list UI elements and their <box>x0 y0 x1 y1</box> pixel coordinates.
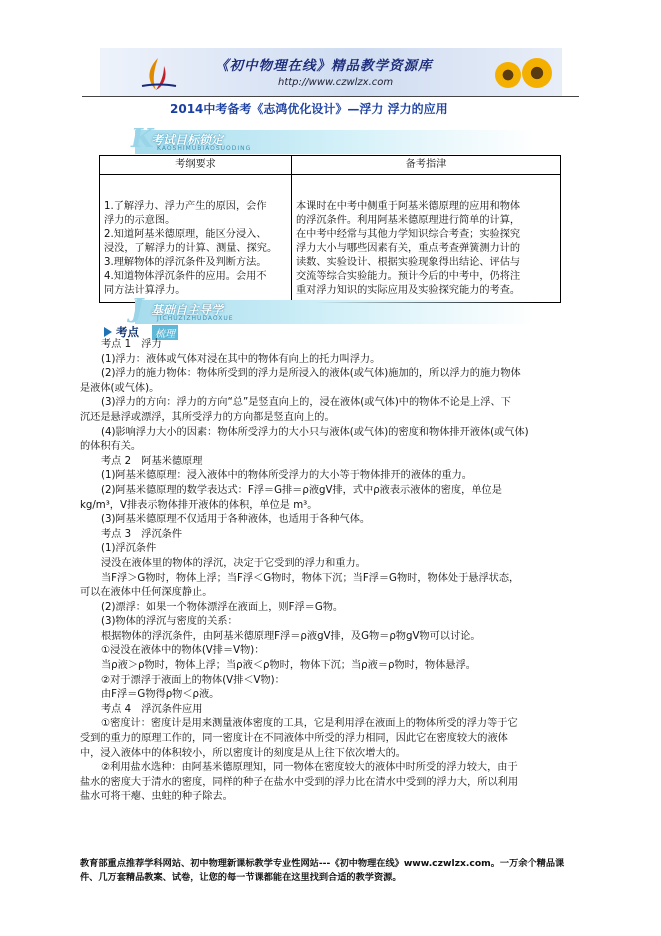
text-line: (3)阿基米德原理不仅适用于各种液体，也适用于各种气体。 <box>101 514 371 526</box>
text-line: (4)影响浮力大小的因素：物体所受浮力的大小只与液体(或气体)的密度和物体排开液体(或气体) <box>101 426 529 438</box>
text-line: 盐水可将干瘪、虫蛀的种子除去。 <box>80 791 233 803</box>
footer-line: 教育部重点推荐学科网站、初中物理新课标教学专业性网站---《初中物理在线》www.czwlzx.com。一万余个精品课 <box>80 858 565 869</box>
section-banner-basic-study <box>131 294 535 324</box>
text-line: (2)阿基米德原理的数学表达式：F浮＝G排＝ρ液gV排，式中ρ液表示液体的密度，单位是 <box>101 484 502 496</box>
text-line: ②对于漂浮于液面上的物体(V排＜V物)： <box>101 674 285 686</box>
kaodian-label: 考点 <box>116 325 139 339</box>
cell-line: 重对浮力知识的实际应用及实验探究能力的考查。 <box>296 285 521 296</box>
cell-line: 同方法计算浮力。 <box>104 285 186 296</box>
footer-line: 件、几万套精品教案、试卷，让您的每一节课都能在这里找到合适的教学资源。 <box>80 872 402 883</box>
text-line: ①浸没在液体中的物体(V排＝V物)： <box>101 645 265 657</box>
cell-line: 1.了解浮力、浮力产生的原因，会作 <box>104 201 267 212</box>
cell-line: 浸没，了解浮力的计算、测量、探究。 <box>104 243 278 254</box>
text-line: 由F浮＝G物得ρ物＜ρ液。 <box>101 689 220 701</box>
text-line: 浸没在液体里的物体的浮沉，决定于它受到的浮力和重力。 <box>101 557 366 569</box>
section-letter: J <box>131 294 144 324</box>
cell-line: 的浮沉条件。利用阿基米德原理进行简单的计算， <box>296 215 521 226</box>
text-line: 当ρ液＞ρ物时，物体上浮；当ρ液＜ρ物时，物体下沉；当ρ液＝ρ物时，物体悬浮。 <box>101 660 476 672</box>
text-line: 的体积有关。 <box>80 441 142 453</box>
triangle-bullet-icon <box>104 327 112 337</box>
text-line: 考点 3 浮沉条件 <box>101 528 183 540</box>
header-rule <box>82 96 579 97</box>
text-line: kg/m³，V排表示物体排开液体的体积，单位是 m³。 <box>80 499 318 511</box>
cell-line: 2.知道阿基米德原理，能区分浸入、 <box>104 229 267 240</box>
text-line: (2)浮力的施力物体：物体所受到的浮力是所浸入的液体(或气体)施加的，所以浮力的施力物体 <box>101 368 521 380</box>
footer <box>80 857 585 885</box>
cell-line: 交流等综合实验能力。预计今后的中考中，仍将注 <box>296 271 521 282</box>
kaodian-tag <box>104 325 175 340</box>
section-subtitle: JICHUZIZHUDAOXUE <box>157 315 234 322</box>
text-line: (1)阿基米德原理：浸入液体中的物体所受浮力的大小等于物体排开的液体的重力。 <box>101 470 472 482</box>
section-title: 基础自主导学 <box>151 303 224 317</box>
text-line: 当F浮＞G物时，物体上浮；当F浮＜G物时，物体下沉；当F浮＝G物时，物体处于悬浮状态， <box>101 572 520 584</box>
text-line: 受到的重力的原理工作的，同一密度计在不同液体中所受的浮力相同，因此它在密度较大的液体 <box>80 733 508 745</box>
body-text <box>80 338 580 805</box>
text-line: 盐水的密度大于清水的密度，同样的种子在盐水中受到的浮力比在清水中受到的浮力大，所以利用 <box>80 776 519 788</box>
text-line: 可以在液体中任何深度静止。 <box>80 587 213 599</box>
cell-line: 4.知道物体浮沉条件的应用。会用不 <box>104 271 267 282</box>
table-cell-requirements <box>100 175 292 303</box>
header-banner <box>100 48 562 96</box>
cell-line: 3.理解物体的浮沉条件及判断方法。 <box>104 257 267 268</box>
table-header: 考纲要求 <box>100 156 292 175</box>
text-line: 考点 4 浮沉条件应用 <box>101 703 203 715</box>
text-line: (3)浮力的方向：浮力的方向“总”是竖直向上的，浸在液体(或气体)中的物体不论是上浮、下 <box>101 397 511 409</box>
table-header: 备考指津 <box>292 156 561 175</box>
section-letter: K <box>131 124 154 154</box>
cell-line: 在中考中经常与其他力学知识综合考查；实验探究 <box>296 229 521 240</box>
requirements-table <box>99 155 561 303</box>
text-line: ①密度计：密度计是用来测量液体密度的工具，它是利用浮在液面上的物体所受的浮力等于它 <box>101 718 518 730</box>
banner-url: http://www.czwlzx.com <box>278 77 394 88</box>
text-line: 考点 1 浮力 <box>101 339 162 350</box>
section-subtitle: KAOSHIMUBIAOSUODING <box>157 145 252 152</box>
document-title: 2014中考备考《志鸿优化设计》—浮力 浮力的应用 <box>170 102 448 116</box>
text-line: 沉还是悬浮或漂浮，其所受浮力的方向都是竖直向上的。 <box>80 411 335 423</box>
cell-line: 本课时在中考中侧重于阿基米德原理的应用和物体 <box>296 201 521 212</box>
text-line: (1)浮沉条件 <box>101 543 157 555</box>
section-banner-exam-goals <box>131 124 535 154</box>
text-line: 考点 2 阿基米德原理 <box>101 455 203 467</box>
banner-title: 《初中物理在线》精品教学资源库 <box>215 58 433 74</box>
kaodian-tag-label: 梳理 <box>152 325 178 340</box>
text-line: ②利用盐水选种：由阿基米德原理知，同一物体在密度较大的液体中时所受的浮力较大，由于 <box>101 762 518 774</box>
text-line: 中，浸入液体中的体积较小，所以密度计的刻度是从上往下依次增大的。 <box>80 747 406 759</box>
text-line: (3)物体的浮沉与密度的关系： <box>101 616 238 628</box>
table-cell-guidance <box>292 175 561 303</box>
site-logo-icon <box>138 56 178 92</box>
cell-line: 浮力的示意图。 <box>104 215 176 226</box>
sunflower-icon <box>522 58 552 88</box>
section-title: 考试目标锁定 <box>151 133 224 147</box>
text-line: 是液体(或气体)。 <box>80 382 160 394</box>
text-line: (1)浮力：液体或气体对浸在其中的物体有向上的托力叫浮力。 <box>101 353 381 365</box>
sunflower-icon <box>495 62 521 88</box>
cell-line: 浮力大小与哪些因素有关，重点考查弹簧测力计的 <box>296 243 521 254</box>
text-line: (2)漂浮：如果一个物体漂浮在液面上，则F浮＝G物。 <box>101 601 344 613</box>
text-line: 根据物体的浮沉条件，由阿基米德原理F浮＝ρ液gV排，及G物＝ρ物gV物可以讨论。 <box>101 630 481 642</box>
cell-line: 读数、实验设计、根据实验现象得出结论、评估与 <box>296 257 521 268</box>
